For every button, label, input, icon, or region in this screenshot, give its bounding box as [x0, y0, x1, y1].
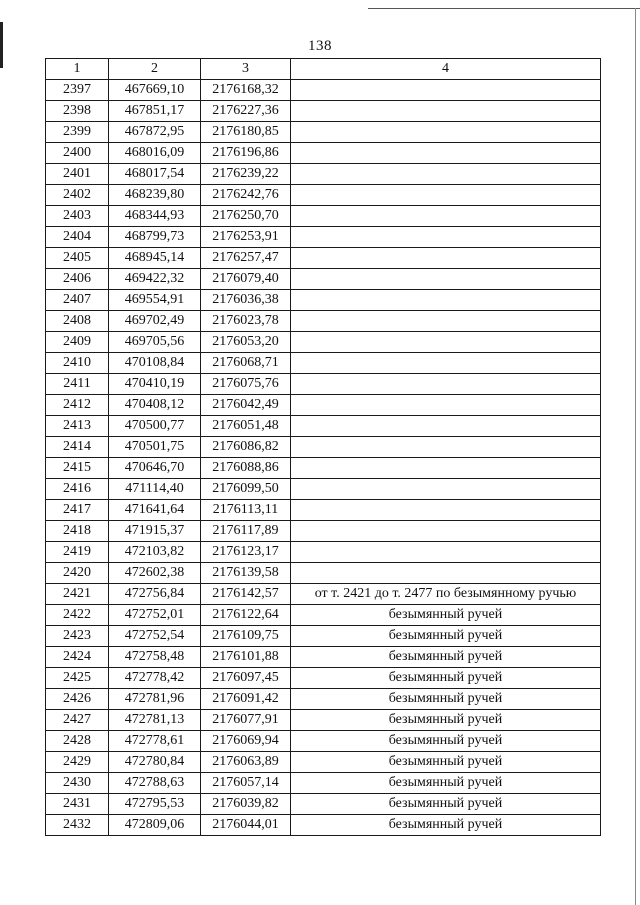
- table-row: [46, 395, 601, 416]
- y-coordinate-cell: 2176257,47: [201, 248, 291, 269]
- description-cell: [291, 80, 601, 101]
- x-coordinate-cell: 468945,14: [109, 248, 201, 269]
- description-cell: [291, 248, 601, 269]
- table-row: [46, 773, 601, 794]
- x-coordinate-cell: 472756,84: [109, 584, 201, 605]
- description-cell: [291, 374, 601, 395]
- y-coordinate-cell: 2176101,88: [201, 647, 291, 668]
- y-coordinate-cell: 2176168,32: [201, 80, 291, 101]
- description-cell: [291, 227, 601, 248]
- description-cell: [291, 122, 601, 143]
- table-row: [46, 731, 601, 752]
- y-coordinate-cell: 2176079,40: [201, 269, 291, 290]
- x-coordinate-cell: 470408,12: [109, 395, 201, 416]
- description-cell: [291, 164, 601, 185]
- y-coordinate-cell: 2176051,48: [201, 416, 291, 437]
- y-coordinate-cell: 2176036,38: [201, 290, 291, 311]
- point-number-cell: 2415: [46, 458, 109, 479]
- y-coordinate-cell: 2176063,89: [201, 752, 291, 773]
- table-row: [46, 437, 601, 458]
- y-coordinate-cell: 2176253,91: [201, 227, 291, 248]
- point-number-cell: 2398: [46, 101, 109, 122]
- table-row: [46, 290, 601, 311]
- point-number-cell: 2429: [46, 752, 109, 773]
- y-coordinate-cell: 2176068,71: [201, 353, 291, 374]
- description-cell: безымянный ручей: [291, 710, 601, 731]
- table-row: [46, 626, 601, 647]
- description-cell: [291, 332, 601, 353]
- y-coordinate-cell: 2176057,14: [201, 773, 291, 794]
- y-coordinate-cell: 2176142,57: [201, 584, 291, 605]
- point-number-cell: 2427: [46, 710, 109, 731]
- y-coordinate-cell: 2176097,45: [201, 668, 291, 689]
- table-header-row: [46, 59, 601, 80]
- point-number-cell: 2410: [46, 353, 109, 374]
- table-row: [46, 101, 601, 122]
- table-row: [46, 143, 601, 164]
- table-row: [46, 689, 601, 710]
- x-coordinate-cell: 472809,06: [109, 815, 201, 836]
- coordinates-table: [45, 58, 601, 836]
- description-cell: [291, 416, 601, 437]
- table-row: [46, 479, 601, 500]
- y-coordinate-cell: 2176123,17: [201, 542, 291, 563]
- point-number-cell: 2403: [46, 206, 109, 227]
- x-coordinate-cell: 470501,75: [109, 437, 201, 458]
- description-cell: [291, 143, 601, 164]
- description-cell: безымянный ручей: [291, 815, 601, 836]
- table-row: [46, 815, 601, 836]
- point-number-cell: 2413: [46, 416, 109, 437]
- table-row: [46, 248, 601, 269]
- x-coordinate-cell: 472781,13: [109, 710, 201, 731]
- point-number-cell: 2426: [46, 689, 109, 710]
- table-row: [46, 542, 601, 563]
- point-number-cell: 2418: [46, 521, 109, 542]
- x-coordinate-cell: 467851,17: [109, 101, 201, 122]
- y-coordinate-cell: 2176250,70: [201, 206, 291, 227]
- description-cell: [291, 395, 601, 416]
- column-header-x: 2: [109, 59, 201, 80]
- description-cell: [291, 479, 601, 500]
- x-coordinate-cell: 471641,64: [109, 500, 201, 521]
- y-coordinate-cell: 2176239,22: [201, 164, 291, 185]
- description-cell: [291, 185, 601, 206]
- table-row: [46, 752, 601, 773]
- y-coordinate-cell: 2176180,85: [201, 122, 291, 143]
- point-number-cell: 2424: [46, 647, 109, 668]
- x-coordinate-cell: 467872,95: [109, 122, 201, 143]
- table-row: [46, 185, 601, 206]
- page-number: 138: [308, 38, 332, 54]
- table-row: [46, 563, 601, 584]
- x-coordinate-cell: 472758,48: [109, 647, 201, 668]
- point-number-cell: 2404: [46, 227, 109, 248]
- description-cell: [291, 500, 601, 521]
- point-number-cell: 2430: [46, 773, 109, 794]
- y-coordinate-cell: 2176069,94: [201, 731, 291, 752]
- y-coordinate-cell: 2176242,76: [201, 185, 291, 206]
- x-coordinate-cell: 472778,61: [109, 731, 201, 752]
- description-cell: безымянный ручей: [291, 731, 601, 752]
- description-cell: [291, 206, 601, 227]
- description-cell: [291, 269, 601, 290]
- point-number-cell: 2397: [46, 80, 109, 101]
- table-row: [46, 521, 601, 542]
- x-coordinate-cell: 468017,54: [109, 164, 201, 185]
- point-number-cell: 2400: [46, 143, 109, 164]
- point-number-cell: 2399: [46, 122, 109, 143]
- table-row: [46, 500, 601, 521]
- point-number-cell: 2407: [46, 290, 109, 311]
- y-coordinate-cell: 2176075,76: [201, 374, 291, 395]
- description-cell: безымянный ручей: [291, 752, 601, 773]
- point-number-cell: 2416: [46, 479, 109, 500]
- description-cell: [291, 437, 601, 458]
- point-number-cell: 2411: [46, 374, 109, 395]
- y-coordinate-cell: 2176109,75: [201, 626, 291, 647]
- description-cell: безымянный ручей: [291, 647, 601, 668]
- x-coordinate-cell: 468239,80: [109, 185, 201, 206]
- column-header-y: 3: [201, 59, 291, 80]
- column-header-description: 4: [291, 59, 601, 80]
- description-cell: от т. 2421 до т. 2477 по безымянному ручью: [291, 584, 601, 605]
- point-number-cell: 2409: [46, 332, 109, 353]
- table-row: [46, 605, 601, 626]
- description-cell: [291, 311, 601, 332]
- x-coordinate-cell: 471114,40: [109, 479, 201, 500]
- y-coordinate-cell: 2176117,89: [201, 521, 291, 542]
- column-header-point: 1: [46, 59, 109, 80]
- point-number-cell: 2412: [46, 395, 109, 416]
- table-row: [46, 353, 601, 374]
- x-coordinate-cell: 469702,49: [109, 311, 201, 332]
- point-number-cell: 2431: [46, 794, 109, 815]
- table-row: [46, 668, 601, 689]
- right-edge-line: [635, 8, 636, 905]
- y-coordinate-cell: 2176077,91: [201, 710, 291, 731]
- table-row: [46, 794, 601, 815]
- y-coordinate-cell: 2176227,36: [201, 101, 291, 122]
- description-cell: [291, 101, 601, 122]
- description-cell: безымянный ручей: [291, 689, 601, 710]
- y-coordinate-cell: 2176196,86: [201, 143, 291, 164]
- description-cell: [291, 353, 601, 374]
- point-number-cell: 2420: [46, 563, 109, 584]
- table-row: [46, 710, 601, 731]
- point-number-cell: 2401: [46, 164, 109, 185]
- description-cell: безымянный ручей: [291, 626, 601, 647]
- y-coordinate-cell: 2176039,82: [201, 794, 291, 815]
- y-coordinate-cell: 2176044,01: [201, 815, 291, 836]
- table-row: [46, 458, 601, 479]
- x-coordinate-cell: 467669,10: [109, 80, 201, 101]
- y-coordinate-cell: 2176053,20: [201, 332, 291, 353]
- point-number-cell: 2422: [46, 605, 109, 626]
- x-coordinate-cell: 470410,19: [109, 374, 201, 395]
- y-coordinate-cell: 2176091,42: [201, 689, 291, 710]
- y-coordinate-cell: 2176122,64: [201, 605, 291, 626]
- point-number-cell: 2402: [46, 185, 109, 206]
- x-coordinate-cell: 472752,54: [109, 626, 201, 647]
- table-row: [46, 164, 601, 185]
- x-coordinate-cell: 472788,63: [109, 773, 201, 794]
- x-coordinate-cell: 471915,37: [109, 521, 201, 542]
- description-cell: [291, 563, 601, 584]
- x-coordinate-cell: 468344,93: [109, 206, 201, 227]
- y-coordinate-cell: 2176099,50: [201, 479, 291, 500]
- table-row: [46, 584, 601, 605]
- point-number-cell: 2414: [46, 437, 109, 458]
- x-coordinate-cell: 470108,84: [109, 353, 201, 374]
- x-coordinate-cell: 469422,32: [109, 269, 201, 290]
- table-row: [46, 80, 601, 101]
- x-coordinate-cell: 470500,77: [109, 416, 201, 437]
- point-number-cell: 2421: [46, 584, 109, 605]
- table-row: [46, 206, 601, 227]
- table-body: [46, 80, 601, 836]
- y-coordinate-cell: 2176088,86: [201, 458, 291, 479]
- point-number-cell: 2405: [46, 248, 109, 269]
- point-number-cell: 2419: [46, 542, 109, 563]
- description-cell: безымянный ручей: [291, 605, 601, 626]
- description-cell: безымянный ручей: [291, 668, 601, 689]
- description-cell: [291, 290, 601, 311]
- x-coordinate-cell: 470646,70: [109, 458, 201, 479]
- point-number-cell: 2428: [46, 731, 109, 752]
- description-cell: [291, 458, 601, 479]
- description-cell: [291, 542, 601, 563]
- point-number-cell: 2423: [46, 626, 109, 647]
- x-coordinate-cell: 468799,73: [109, 227, 201, 248]
- point-number-cell: 2417: [46, 500, 109, 521]
- y-coordinate-cell: 2176023,78: [201, 311, 291, 332]
- x-coordinate-cell: 472781,96: [109, 689, 201, 710]
- x-coordinate-cell: 468016,09: [109, 143, 201, 164]
- x-coordinate-cell: 472103,82: [109, 542, 201, 563]
- top-edge-line: [368, 8, 640, 9]
- y-coordinate-cell: 2176042,49: [201, 395, 291, 416]
- point-number-cell: 2406: [46, 269, 109, 290]
- table-row: [46, 332, 601, 353]
- x-coordinate-cell: 472752,01: [109, 605, 201, 626]
- description-cell: [291, 521, 601, 542]
- table-row: [46, 122, 601, 143]
- table-row: [46, 416, 601, 437]
- x-coordinate-cell: 472778,42: [109, 668, 201, 689]
- table-row: [46, 374, 601, 395]
- table-row: [46, 647, 601, 668]
- x-coordinate-cell: 469554,91: [109, 290, 201, 311]
- x-coordinate-cell: 472795,53: [109, 794, 201, 815]
- y-coordinate-cell: 2176139,58: [201, 563, 291, 584]
- point-number-cell: 2425: [46, 668, 109, 689]
- point-number-cell: 2432: [46, 815, 109, 836]
- table-row: [46, 227, 601, 248]
- x-coordinate-cell: 472780,84: [109, 752, 201, 773]
- x-coordinate-cell: 469705,56: [109, 332, 201, 353]
- description-cell: безымянный ручей: [291, 773, 601, 794]
- point-number-cell: 2408: [46, 311, 109, 332]
- x-coordinate-cell: 472602,38: [109, 563, 201, 584]
- table-row: [46, 311, 601, 332]
- table-row: [46, 269, 601, 290]
- y-coordinate-cell: 2176086,82: [201, 437, 291, 458]
- y-coordinate-cell: 2176113,11: [201, 500, 291, 521]
- description-cell: безымянный ручей: [291, 794, 601, 815]
